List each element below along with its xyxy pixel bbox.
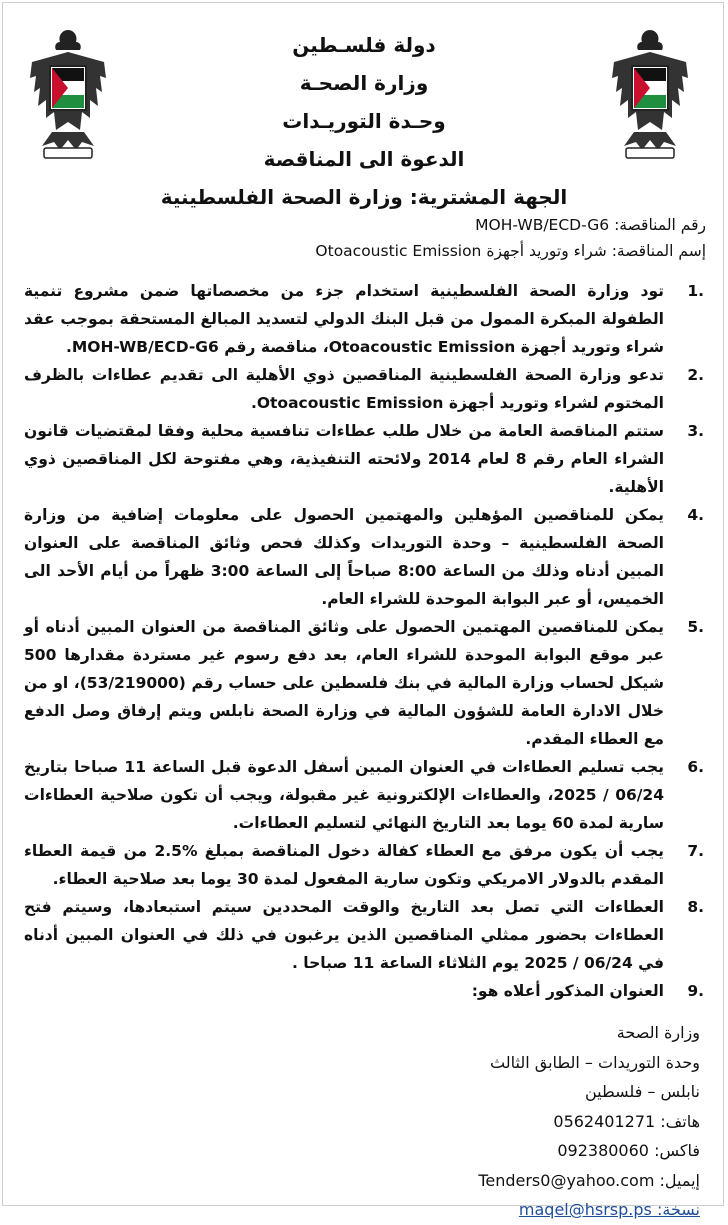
item-number: .5 <box>687 618 704 636</box>
procuring-entity: الجهة المشترية: وزارة الصحة الفلسطينية <box>160 185 568 209</box>
ministry-name: وزارة الصحـة <box>299 71 429 95</box>
address-block <box>300 1018 700 1225</box>
invitation-title: الدعوة الى المناقصة <box>263 147 465 171</box>
tender-meta <box>24 212 706 264</box>
copy-label: نسخة: <box>656 1200 700 1219</box>
item-text: تدعو وزارة الصحة الفلسطينية المناقصين ذوي الأهلية الى تقديم عطاءات بالظرف المختوم لشراء وتوريد أجهزة Otoacoustic Emission. <box>24 366 664 412</box>
tender-name-label: إسم المناقصة: شراء وتوريد أجهزة <box>486 242 706 260</box>
email-label: إيميل: <box>659 1170 700 1190</box>
phone-number: 0562401271 <box>553 1111 656 1131</box>
fax-number: 092380060 <box>557 1141 649 1160</box>
tender-clauses <box>24 277 704 1005</box>
eagle-emblem-icon <box>604 22 696 162</box>
item-number: .7 <box>687 842 704 860</box>
palestine-emblem-right <box>604 22 696 162</box>
item-number: .3 <box>687 422 704 440</box>
item-number: .9 <box>687 982 704 1000</box>
email-row <box>300 1166 700 1196</box>
list-item <box>24 753 704 837</box>
fax-row <box>300 1136 700 1166</box>
address-unit: وحدة التوريدات – الطابق الثالث <box>490 1052 700 1072</box>
item-number: .8 <box>687 898 704 916</box>
phone-label: هاتف: <box>660 1111 700 1131</box>
item-number: .2 <box>687 366 704 384</box>
list-item <box>24 277 704 361</box>
tender-name-row <box>24 238 706 264</box>
palestine-emblem-left <box>22 22 114 162</box>
item-text: يجب تسليم العطاءات في العنوان المبين أسفل الدعوة قبل الساعة 11 صباحا بتاريخ 06/24 / 2025، والعطاءات الإلكترونية غير مقبولة، ويجب أن تكون صلاحية العطاءات سارية لمدة 60 يوما بعد التاريخ النهائي لتسليم العطاءات. <box>24 758 665 832</box>
list-item <box>24 417 704 501</box>
item-text: يمكن للمناقصين المؤهلين والمهتمين الحصول على معلومات إضافية من وزارة الصحة الفلسطينية – وحدة التوريدات وكذلك فحص وثائق المناقصة على العنوان المبين أدناه وذلك من الساعة 8:00 صباحاً إلى الساعة 3:00 ظهراً من أيام الأحد الى الخميس، أو عبر البوابة الموحدة للشراء العام. <box>24 506 664 608</box>
item-text: ستتم المناقصة العامة من خلال طلب عطاءات تنافسية محلية وفقا لمقتضيات قانون الشراء العام رقم 8 لعام 2014 ولائحته التنفيذية، وهي مفتوحة لكل المناقصين ذوي الأهلية. <box>24 422 665 496</box>
item-text: يمكن للمناقصين المهتمين الحصول على وثائق المناقصة من العنوان المبين أدناه أو عبر موقع البوابة الموحدة للشراء العام، بعد دفع رسوم غير مستردة مقدارها 500 شيكل لحساب وزارة المالية في بنك فلسطين على حساب رقم (53/219000)، او من خلال الادارة العامة للشؤون المالية في وزارة الصحة نابلس ويتم إرفاق وصل الدفع مع العطاء المقدم. <box>24 618 664 748</box>
tender-number-label: رقم المناقصة: <box>614 216 706 234</box>
email-address[interactable]: Tenders0@yahoo.com <box>478 1170 655 1190</box>
phone-row <box>300 1107 700 1137</box>
item-number: .4 <box>687 506 704 524</box>
address-ministry: وزارة الصحة <box>616 1023 700 1042</box>
list-item <box>24 893 704 977</box>
item-number: .1 <box>687 282 704 300</box>
item-text: تود وزارة الصحة الفلسطينية استخدام جزء من مخصصاتها ضمن مشروع تنمية الطفولة المبكرة الممول من قبل البنك الدولي لتسديد المبالغ المستحقة بموجب عقد شراء وتوريد أجهزة Otoacoustic Emission، مناقصة رقم MOH-WB/ECD-G6. <box>24 282 664 356</box>
copy-email-link[interactable]: maqel@hsrsp.ps <box>518 1200 652 1219</box>
unit-name: وحـدة التوريـدات <box>282 109 446 133</box>
list-item <box>24 361 704 417</box>
item-number: .6 <box>687 758 704 776</box>
tender-name-value: Otoacoustic Emission <box>315 242 482 260</box>
document-header <box>130 26 598 216</box>
eagle-emblem-icon <box>22 22 114 162</box>
list-item <box>24 501 704 613</box>
tender-number-value: MOH-WB/ECD-G6 <box>475 216 610 234</box>
list-item <box>24 837 704 893</box>
tender-number-row <box>24 212 706 238</box>
fax-label: فاكس: <box>654 1141 700 1160</box>
item-text: العنوان المذكور أعلاه هو: <box>471 982 664 1000</box>
address-city: نابلس – فلسطين <box>585 1082 700 1101</box>
list-item <box>24 613 704 753</box>
item-text: يجب أن يكون مرفق مع العطاء كفالة دخول المناقصة بمبلغ %2.5 من قيمة العطاء المقدم بالدولار الامريكي وتكون سارية المفعول لمدة 30 يوما بعد صلاحية العطاء. <box>24 842 664 888</box>
list-item <box>24 977 704 1005</box>
item-text: العطاءات التي تصل بعد التاريخ والوقت المحددين سيتم استبعادها، وسيتم فتح العطاءات بحضور ممثلي المناقصين الذين يرغبون في ذلك في العنوان المبين أدناه في 06/24 / 2025 يوم الثلاثاء الساعة 11 صباحا . <box>24 898 664 972</box>
state-name: دولة فلسـطين <box>292 33 436 57</box>
